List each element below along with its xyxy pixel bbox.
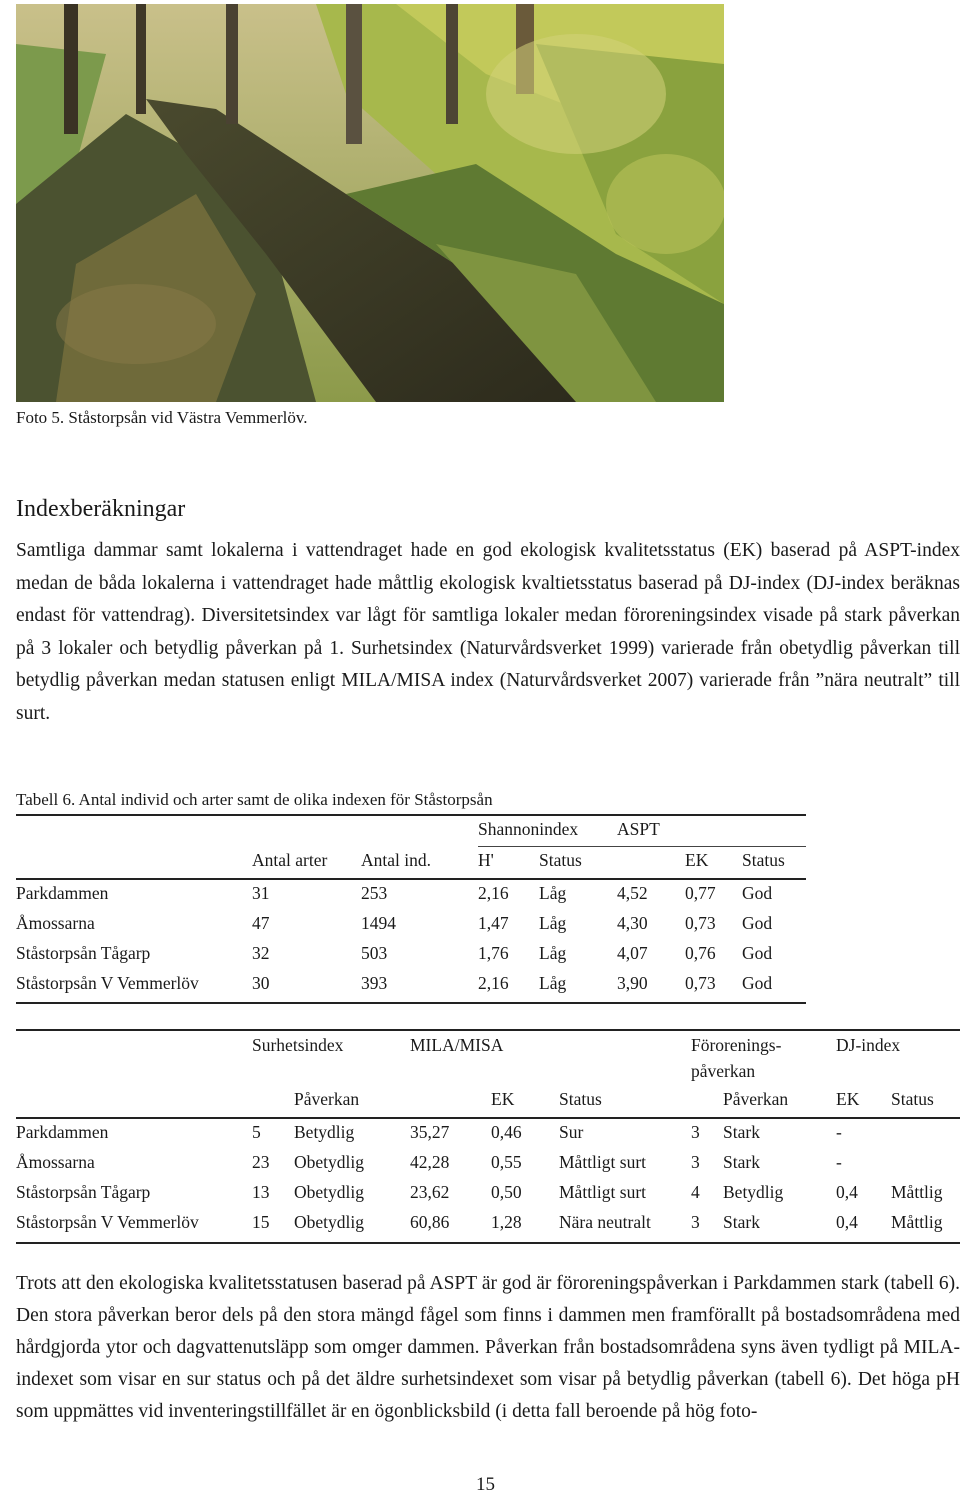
surhet-value: 13 [252, 1182, 270, 1202]
table-caption: Tabell 6. Antal individ och arter samt de olika indexen för Ståstorpsån [16, 790, 493, 809]
table-1-header: EK [685, 850, 709, 870]
table-2-group-fororenings-line2: påverkan [691, 1061, 756, 1081]
aspt-status: God [742, 973, 773, 993]
surhet-paverkan: Betydlig [294, 1122, 355, 1142]
aspt-ek: 0,73 [685, 913, 716, 933]
table-2-group-mila: MILA/MISA [410, 1035, 504, 1055]
site-name: Ståstorpsån V Vemmerlöv [16, 1212, 199, 1232]
site-name: Ståstorpsån Tågarp [16, 943, 151, 963]
site-name: Parkdammen [16, 1122, 109, 1142]
shannon-status: Låg [539, 883, 567, 903]
mila-ek: 1,28 [491, 1212, 522, 1232]
aspt-value: 3,90 [617, 973, 648, 993]
surhet-paverkan: Obetydlig [294, 1212, 364, 1232]
shannon-h: 1,76 [478, 943, 509, 963]
surhet-paverkan: Obetydlig [294, 1152, 364, 1172]
shannon-status: Låg [539, 913, 567, 933]
antal-ind: 393 [361, 973, 388, 993]
aspt-ek: 0,77 [685, 883, 716, 903]
dj-ek: 0,4 [836, 1182, 858, 1202]
aspt-value: 4,30 [617, 913, 648, 933]
photo-stastorpsan [16, 4, 724, 402]
mila-ek: 0,50 [491, 1182, 522, 1202]
fororenings-paverkan: Stark [723, 1122, 760, 1142]
fororenings-value: 3 [691, 1152, 700, 1172]
shannon-h: 2,16 [478, 883, 509, 903]
fororenings-paverkan: Stark [723, 1212, 760, 1232]
mila-value: 42,28 [410, 1152, 450, 1172]
table-2-group-fororenings: Förorenings- [691, 1035, 782, 1055]
table-1-header: H' [478, 850, 494, 870]
aspt-value: 4,07 [617, 943, 648, 963]
antal-arter: 31 [252, 883, 270, 903]
table-2-group-surhet: Surhetsindex [252, 1035, 344, 1055]
table-2-header: Status [891, 1089, 934, 1109]
table-1-header: Status [539, 850, 582, 870]
aspt-ek: 0,76 [685, 943, 716, 963]
table-1-header: Antal arter [252, 850, 328, 870]
paragraph-2: Trots att den ekologiska kvalitetsstatusen baserad på ASPT är god är föroreningspåverkan i Parkdammen stark (tabell 6). Den stora påverkan beror dels på den stora mängd fågel som finns i dammen men framförallt på bostadsområdena med hårdgjorda ytor och dagvattenutsläpp som omger dammen. Påverkan från bostadsområdena syns även tydligt på MILA-indexet som visar en sur status och på det äldre surhetsindexet som visar på betydlig påverkan (tabell 6). Det höga pH som uppmättes vid inventeringstillfället är en ögonblicksbild (i detta fall beroende på hög foto- [16, 1273, 960, 1422]
antal-ind: 1494 [361, 913, 396, 933]
table-1-top-rule [16, 814, 806, 816]
table-2-header: Påverkan [723, 1089, 789, 1109]
page-number: 15 [476, 1474, 495, 1495]
table-2-bottom-rule [16, 1242, 960, 1244]
section-heading: Indexberäkningar [16, 496, 186, 522]
table-2-header: Påverkan [294, 1089, 360, 1109]
mila-status: Måttligt surt [559, 1152, 647, 1172]
table-1-group-shannon: Shannonindex [478, 819, 579, 839]
fororenings-value: 3 [691, 1122, 700, 1142]
shannon-h: 2,16 [478, 973, 509, 993]
table-1-header: Antal ind. [361, 850, 431, 870]
table-1-group-aspt: ASPT [617, 819, 660, 839]
photo-caption: Foto 5. Ståstorpsån vid Västra Vemmerlöv. [16, 408, 308, 427]
dj-status: Måttlig [891, 1212, 943, 1232]
aspt-status: God [742, 883, 773, 903]
dj-status: Måttlig [891, 1182, 943, 1202]
fororenings-paverkan: Stark [723, 1152, 760, 1172]
shannon-status: Låg [539, 973, 567, 993]
table-2-header: EK [491, 1089, 515, 1109]
aspt-status: God [742, 913, 773, 933]
site-name: Åmossarna [16, 1152, 95, 1172]
mila-status: Sur [559, 1122, 584, 1142]
shannon-h: 1,47 [478, 913, 509, 933]
aspt-status: God [742, 943, 773, 963]
dj-ek: - [836, 1152, 842, 1172]
site-name: Åmossarna [16, 913, 95, 933]
site-name: Parkdammen [16, 883, 109, 903]
table-2-top-rule [16, 1029, 960, 1031]
fororenings-paverkan: Betydlig [723, 1182, 784, 1202]
antal-ind: 503 [361, 943, 388, 963]
surhet-paverkan: Obetydlig [294, 1182, 364, 1202]
shannon-status: Låg [539, 943, 567, 963]
dj-ek: - [836, 1122, 842, 1142]
table-2-header: EK [836, 1089, 860, 1109]
table-2-header-rule [16, 1117, 960, 1119]
antal-arter: 30 [252, 973, 270, 993]
table-1-group-rule [478, 846, 806, 847]
mila-value: 60,86 [410, 1212, 450, 1232]
mila-status: Måttligt surt [559, 1182, 647, 1202]
paragraph-1: Samtliga dammar samt lokalerna i vattendraget hade en god ekologisk kvalitetsstatus (EK) baserad på ASPT-index medan de båda lokalerna i vattendraget hade måttlig ekologisk kvaltietsstatus baserad på DJ-index (DJ-index beräknas endast för vattendrag). Diversitetsindex var lågt för samtliga lokaler medan föroreningsindex visade på stark påverkan på 3 lokaler och betydlig påverkan på 1. Surhetsindex (Naturvårdsverket 1999) varierade från obetydlig påverkan till betydlig påverkan medan statusen enligt MILA/MISA index (Naturvårdsverket 2007) varierade från ”nära neutralt” till surt. [16, 540, 960, 724]
mila-value: 35,27 [410, 1122, 450, 1142]
mila-value: 23,62 [410, 1182, 450, 1202]
surhet-value: 23 [252, 1152, 270, 1172]
dj-ek: 0,4 [836, 1212, 858, 1232]
fororenings-value: 3 [691, 1212, 700, 1232]
table-2-header: Status [559, 1089, 602, 1109]
surhet-value: 5 [252, 1122, 261, 1142]
mila-ek: 0,46 [491, 1122, 522, 1142]
site-name: Ståstorpsån V Vemmerlöv [16, 973, 199, 993]
antal-arter: 47 [252, 913, 270, 933]
photo-illustration [16, 4, 724, 402]
table-1-bottom-rule [16, 1002, 806, 1004]
aspt-ek: 0,73 [685, 973, 716, 993]
surhet-value: 15 [252, 1212, 270, 1232]
mila-ek: 0,55 [491, 1152, 522, 1172]
table-1-header: Status [742, 850, 785, 870]
aspt-value: 4,52 [617, 883, 648, 903]
mila-status: Nära neutralt [559, 1212, 651, 1232]
site-name: Ståstorpsån Tågarp [16, 1182, 151, 1202]
table-1-header-rule [16, 878, 806, 880]
antal-arter: 32 [252, 943, 270, 963]
table-2-group-dj: DJ-index [836, 1035, 901, 1055]
fororenings-value: 4 [691, 1182, 700, 1202]
antal-ind: 253 [361, 883, 388, 903]
